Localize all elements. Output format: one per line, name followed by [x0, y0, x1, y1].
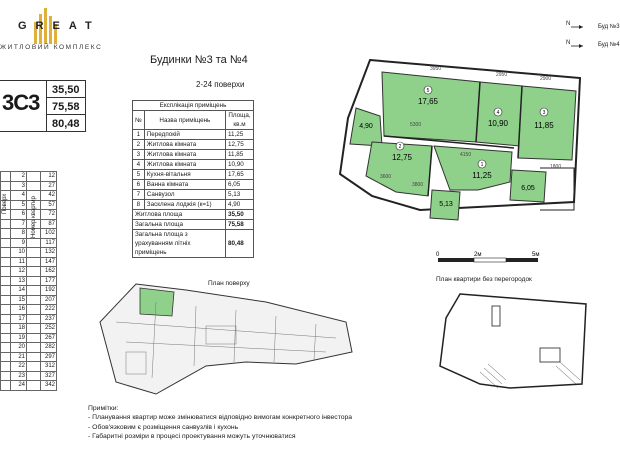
svg-text:3800: 3800 — [412, 182, 424, 188]
svg-text:3: 3 — [542, 110, 546, 116]
floor-column-label: Поверх — [2, 193, 8, 214]
apartment-column-label: Номер квартир — [31, 196, 37, 238]
svg-text:4,90: 4,90 — [359, 123, 373, 130]
explication-row: 8 Засклена лоджія (к=1) 4,90 — [133, 200, 254, 210]
floor-row: 9 117 — [1, 238, 57, 248]
svg-text:11,25: 11,25 — [472, 171, 492, 180]
svg-text:N: N — [566, 21, 571, 27]
svg-text:4150: 4150 — [460, 152, 472, 158]
svg-text:5м: 5м — [532, 252, 540, 258]
explication-row: 6 Ванна кімната 6,05 — [133, 180, 254, 190]
no-partitions-caption: План квартири без перегородок — [436, 276, 532, 283]
floor-row: 20 282 — [1, 343, 57, 353]
svg-text:5300: 5300 — [410, 122, 422, 128]
explication-row: 7 Санвузол 5,13 — [133, 190, 254, 200]
open-plan-sketch — [420, 288, 590, 400]
brand-name: GREAT — [18, 20, 101, 32]
floor-row: 16 222 — [1, 305, 57, 315]
floor-row: 10 132 — [1, 248, 57, 258]
floor-table — [0, 171, 57, 391]
explication-total-row: Загальна площа з урахуванням літніх приміщень 80,48 — [133, 230, 254, 258]
total-area-value: 75,58 — [52, 101, 80, 113]
legend-building-4: Буд №4 — [598, 42, 620, 48]
apartment-code: 3С3 — [2, 90, 40, 115]
living-area-value: 35,50 — [52, 84, 80, 96]
explication-total-row: Загальна площа 75,58 — [133, 220, 254, 230]
floor-row: 18 252 — [1, 324, 57, 334]
explication-row: 3 Житлова кімната 11,85 — [133, 150, 254, 160]
floor-row: 13 177 — [1, 276, 57, 286]
svg-text:12,75: 12,75 — [391, 153, 413, 162]
svg-text:1: 1 — [480, 162, 484, 168]
svg-text:4: 4 — [496, 110, 500, 116]
svg-text:0: 0 — [436, 252, 440, 258]
floor-row: 4 42 — [1, 191, 57, 201]
explication-total-row: Житлова площа 35,50 — [133, 210, 254, 220]
floor-row: 6 72 — [1, 210, 57, 220]
room-5-kitchen — [382, 72, 480, 142]
svg-text:2: 2 — [398, 144, 402, 150]
apartment-floor-plan — [300, 50, 590, 260]
svg-text:2м: 2м — [474, 252, 482, 258]
explication-table: Експлікація приміщень № Назва приміщень Площа, кв.м 1 Передпокій 11,25 2 Житлова кімната 12,75 3 Житлова кімната 11,85 4 Житлова кімната 10,90 5 Кухня-вітальня 17,65 6 Ванна кімната 6,05 7 Санвузол 5,13 8 Засклена лоджія (к=1) 4,90 Житлова площа 35,50 Загальна площа 75,58 Загальна площа з урахуванням літніх приміщень 80,48 — [132, 100, 254, 258]
floor-row: 3 27 — [1, 181, 57, 191]
building-floor-plan — [96, 282, 360, 398]
svg-text:5: 5 — [426, 88, 430, 94]
svg-text:3600: 3600 — [380, 174, 392, 180]
floor-row: 8 102 — [1, 229, 57, 239]
svg-text:N: N — [566, 40, 571, 46]
explication-row: 1 Передпокій 11,25 — [133, 130, 254, 140]
svg-text:6,05: 6,05 — [521, 185, 535, 192]
svg-text:2900: 2900 — [540, 76, 552, 82]
explication-title: Експлікація приміщень — [133, 101, 254, 111]
explication-row: 4 Житлова кімната 10,90 — [133, 160, 254, 170]
floor-row: 14 192 — [1, 286, 57, 296]
svg-text:10,90: 10,90 — [487, 119, 509, 128]
explication-row: 2 Житлова кімната 12,75 — [133, 140, 254, 150]
legend-building-3: Буд №3 — [598, 24, 620, 30]
floor-row: 15 207 — [1, 295, 57, 305]
svg-text:1800: 1800 — [550, 164, 562, 170]
floor-plan-caption: План поверху — [208, 280, 250, 287]
floor-row: 7 87 — [1, 219, 57, 229]
floor-row: 21 297 — [1, 352, 57, 362]
floor-row: 23 327 — [1, 371, 57, 381]
floor-row: 19 267 — [1, 333, 57, 343]
svg-text:3950: 3950 — [430, 66, 442, 72]
floor-row: 5 57 — [1, 200, 57, 210]
svg-text:17,65: 17,65 — [417, 97, 439, 106]
floors-caption: 2-24 поверхи — [196, 80, 245, 89]
floor-row: 2 12 — [1, 172, 57, 182]
note-item: - Габаритні розміри в процесі проектування можуть уточнюватися — [88, 432, 296, 440]
notes-title: Примітки: — [88, 405, 119, 412]
north-arrow-icon — [566, 18, 584, 34]
svg-text:2950: 2950 — [496, 72, 508, 78]
note-item: - Планування квартир може змінюватися відповідно вимогам конкретного інвестора — [88, 414, 353, 422]
floor-row: 12 162 — [1, 267, 57, 277]
page-title: Будинки №3 та №4 — [150, 54, 248, 66]
floor-row: 17 237 — [1, 314, 57, 324]
brand-tagline: ЖИТЛОВИЙ КОМПЛЕКС — [0, 44, 103, 51]
svg-text:11,85: 11,85 — [534, 121, 554, 130]
floor-row: 24 342 — [1, 381, 57, 391]
note-item: - Обов'язковим є розміщення санвузлів і кухонь — [88, 423, 239, 431]
scale-bar — [432, 250, 562, 266]
explication-row: 5 Кухня-вітальня 17,65 — [133, 170, 254, 180]
svg-text:5,13: 5,13 — [439, 201, 453, 208]
notes — [88, 404, 352, 441]
floor-row: 22 312 — [1, 362, 57, 372]
total-area-summer-value: 80,48 — [52, 118, 80, 130]
floor-row: 11 147 — [1, 257, 57, 267]
